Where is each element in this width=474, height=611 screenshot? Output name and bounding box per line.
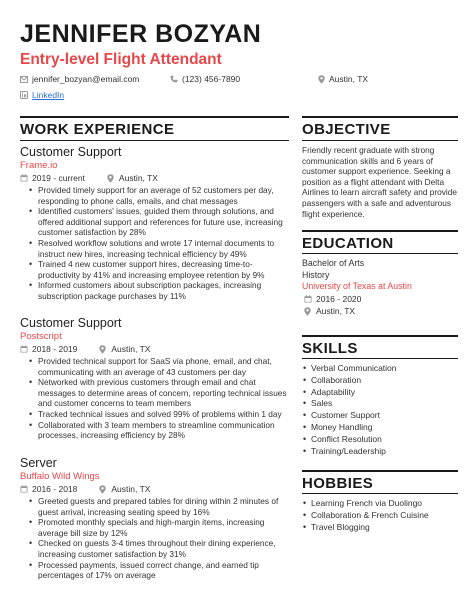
job-location: Austin, TX [111,484,151,494]
phone-icon [170,75,178,83]
job-bullet: • Networked with previous customers through email and chat messages to determine areas of concern, reporting technical issues and customer concerns to team members [20,377,288,409]
section-rule [302,230,458,232]
job-bullet: • Processed payments, issued correct change, and earned tip percentages of 17% on average [20,560,288,581]
section-title-education: EDUCATION [302,235,394,252]
job-bullet: • Resolved workflow solutions and wrote 17 internal documents to instruct new hires, increasing technical efficiency by 49% [20,238,288,259]
job-bullet: • Collaborated with 3 team members to streamline communication processes, increasing efficiency by 28% [20,420,288,441]
job-dates: 2019 - current [32,173,85,183]
hobbies-block [302,498,458,533]
education-location: Austin, TX [316,305,356,316]
section-rule [302,140,458,141]
job-company: Buffalo Wild Wings [20,471,100,482]
education-school: University of Texas at Austin [302,281,412,291]
skill-item: • Customer Support [302,410,458,422]
job-dates: 2016 - 2018 [32,484,78,494]
skill-item: • Training/Leadership [302,446,458,458]
job-bullet: • Promoted monthly specials and high-margin items, increasing average bill size by 12% [20,517,288,538]
contact-phone[interactable] [170,74,240,84]
email-text: jennifer_bozyan@email.com [32,74,140,84]
job-position: Customer Support [20,145,122,159]
map-pin-icon [317,75,325,83]
job-location: Austin, TX [111,344,151,354]
section-title-work: WORK EXPERIENCE [20,121,175,138]
section-rule [302,358,458,359]
section-rule [302,335,458,337]
objective-text: Friendly recent graduate with strong communication skills and 6 years of customer support experience. Seeking a position as a flight attendant with Delta Airlines to learn aircraft safety and provide passengers with a safe and adventurous flight experience. [302,145,457,219]
calendar-icon [20,485,28,493]
job-bullet: • Provided technical support for SaaS via phone, email, and chat, communicating with an average of 43 customers per day [20,356,288,377]
phone-text: (123) 456-7890 [182,74,241,84]
map-pin-icon [107,174,115,182]
section-rule [20,140,289,141]
education-major: History [302,269,330,280]
calendar-icon [304,295,312,303]
map-pin-icon [99,485,107,493]
section-title-skills: SKILLS [302,340,358,357]
job-company: Postscript [20,331,62,342]
section-rule [302,116,458,118]
hobby-item: • Travel Blogging [302,522,458,534]
contact-email[interactable] [20,74,139,84]
job-bullet: • Greeted guests and prepared tables for dining within 2 minutes of guest arrival, increasing seating speed by 16% [20,496,288,517]
skill-item: • Collaboration [302,375,458,387]
education-block [302,258,458,317]
skills-block [302,363,458,457]
education-dates: 2016 - 2020 [316,293,362,304]
job-position: Customer Support [20,316,122,330]
job-entry [20,145,288,302]
job-entry [20,456,288,581]
calendar-icon [20,345,28,353]
job-bullet: • Checked on guests 3-4 times throughout their dining experience, increasing customer satisfaction by 31% [20,538,288,559]
skill-item: • Money Handling [302,422,458,434]
linkedin-link[interactable]: LinkedIn [32,90,65,100]
job-bullet: • Identified customers' issues, guided them through solutions, and offered additional support and references for future use, increasing customer satisfaction by 28% [20,206,288,238]
map-pin-icon [304,307,312,315]
contact-linkedin[interactable] [20,90,64,100]
education-degree: Bachelor of Arts [302,258,365,268]
section-rule [20,116,289,118]
section-rule [302,253,458,254]
skill-item: • Sales [302,398,458,410]
section-title-objective: OBJECTIVE [302,121,391,138]
hobby-item: • Collaboration & French Cuisine [302,510,458,522]
job-bullet: • Trained 4 new customer support hires, decreasing time-to-productivity by 41% and increasing employee retention by 9% [20,259,288,280]
job-location: Austin, TX [118,173,158,183]
contact-location [317,74,368,84]
job-meta [20,173,288,183]
job-bullet: • Provided timely support for an average of 52 customers per day, responding to phone calls, emails, and chat messages [20,185,288,206]
job-entry [20,316,288,441]
job-bullet: • Informed customers about subscription packages, increasing subscription package purchases by 11% [20,280,288,301]
section-rule [302,470,458,472]
candidate-name: JENNIFER BOZYAN [20,20,262,48]
envelope-icon [20,75,28,83]
section-title-hobbies: HOBBIES [302,475,374,492]
section-rule [302,493,458,494]
calendar-icon [20,174,28,182]
skill-item: • Verbal Communication [302,363,458,375]
linkedin-icon [20,91,28,99]
map-pin-icon [99,345,107,353]
location-text: Austin, TX [329,74,369,84]
education-location-row [304,305,458,317]
job-position: Server [20,456,57,470]
skill-item: • Adaptability [302,387,458,399]
education-dates-row [304,293,458,305]
job-title-headline: Entry-level Flight Attendant [20,51,222,68]
objective-block [302,145,458,219]
hobby-item: • Learning French via Duolingo [302,498,458,510]
job-bullet: • Tracked technical issues and solved 99% of problems within 1 day [20,409,288,420]
skill-item: • Conflict Resolution [302,434,458,446]
job-dates: 2018 - 2019 [32,344,78,354]
job-meta [20,484,288,494]
job-meta [20,344,288,354]
job-company: Frame.io [20,160,58,171]
